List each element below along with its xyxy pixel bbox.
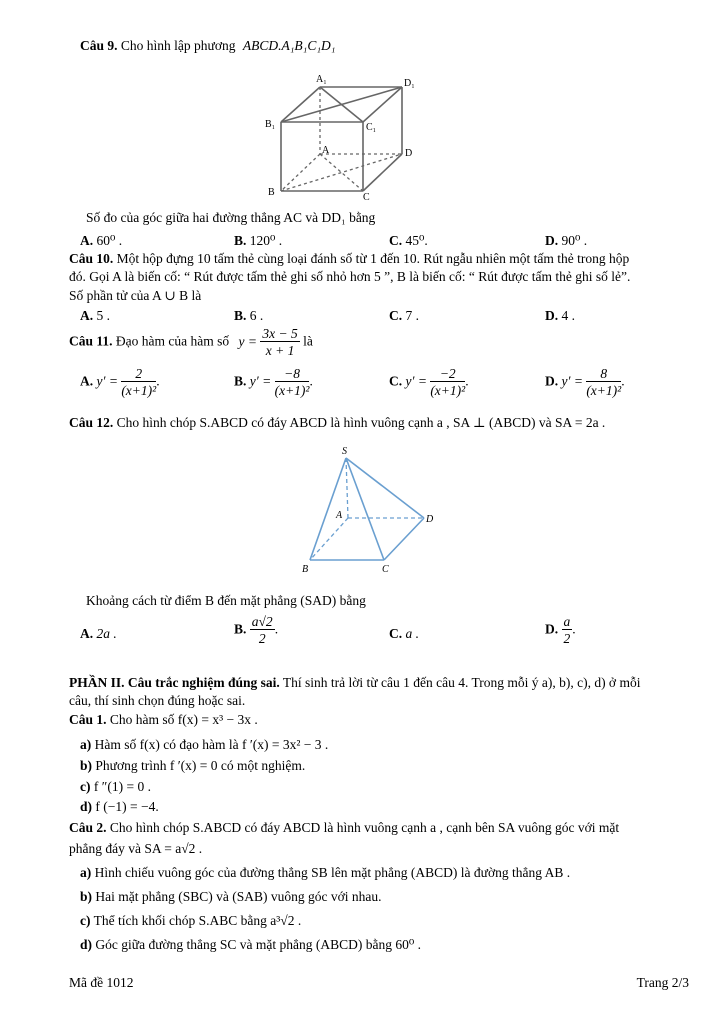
q10-option-a: A. 5 . xyxy=(80,308,110,323)
q11-option-a: A. y′ = $\frac{2}{\text{(x+1)²}}$ . xyxy=(80,366,160,398)
q9-header xyxy=(80,38,336,54)
q12-option-a: A. 2a . xyxy=(80,626,117,641)
cube-label-c1: C₁ xyxy=(366,122,377,133)
footer-page-number: Trang 2/3 xyxy=(636,975,689,990)
q12-option-c: C. a . xyxy=(389,626,419,641)
q11-option-d: D. y′ = $\frac{8}{\text{(x+1)²}}$ . xyxy=(545,366,625,398)
pyramid-label-s: S xyxy=(342,446,347,457)
cube-label-d: D xyxy=(405,148,413,159)
p2q1-item-a: a) Hàm số f(x) có đạo hàm là f ′(x) = 3x² − 3 . xyxy=(80,737,329,752)
p2q2-item-d: d) Góc giữa đường thẳng SC và mặt phẳng (ABCD) bằng 60⁰ . xyxy=(80,937,422,952)
pyramid-label-a: A xyxy=(336,510,343,521)
p2q1-item-d: d) f (−1) = −4. xyxy=(80,799,159,814)
p2q1-item-b: b) Phương trình f ′(x) = 0 có một nghiệm. xyxy=(80,758,306,773)
q9-option-d: D. 90⁰ . xyxy=(545,233,588,248)
q10-label: Câu 10. xyxy=(69,251,114,266)
q9-option-b: B. 120⁰ . xyxy=(234,233,283,248)
q12-label: Câu 12. xyxy=(69,415,114,430)
p2q2-item-b: b) Hai mặt phẳng (SBC) và (SAB) vuông góc với nhau. xyxy=(80,889,382,904)
p2q1-item-c: c) f ″(1) = 0 . xyxy=(80,779,151,794)
q9-option-c: C. 45⁰. xyxy=(389,233,428,248)
cube-label-b: B xyxy=(268,187,275,198)
q12-line: Câu 12. Cho hình chóp S.ABCD có đáy ABCD là hình vuông cạnh a , SA ⊥ (ABCD) và SA = 2a . xyxy=(69,415,606,430)
pyramid-label-d: D xyxy=(426,514,434,525)
q10-line1: Câu 10. Một hộp đựng 10 tấm thẻ cùng loại đánh số từ 1 đến 10. Rút ngẫu nhiên một tấm thẻ trong hộp xyxy=(69,251,630,266)
q11-label: Câu 11. xyxy=(69,333,113,349)
q11-option-b: B. y′ = $\frac{-8}{\text{(x+1)²}}$ . xyxy=(234,366,313,398)
p2q2-label: Câu 2. xyxy=(69,820,107,835)
p2q2-line1: Câu 2. Cho hình chóp S.ABCD có đáy ABCD là hình vuông cạnh a , cạnh bên SA vuông góc với mặt xyxy=(69,820,620,835)
q12-option-b: B. $\frac{a√2}{2}$ . xyxy=(234,614,279,646)
cube-label-b1: B₁ xyxy=(265,119,276,130)
q10-option-c: C. 7 . xyxy=(389,308,419,323)
q9-label: Câu 9. xyxy=(80,38,118,53)
q10-line3: Số phần tử của A ∪ B là xyxy=(69,288,202,303)
q12-option-d: D. $\frac{a}{2}$ . xyxy=(545,614,576,646)
p2q1-line: Câu 1. Cho hàm số f(x) = x³ − 3x . xyxy=(69,712,258,727)
q9-option-a: A. 60⁰ . xyxy=(80,233,123,248)
part2-title: PHẦN II. Câu trắc nghiệm đúng sai. xyxy=(69,675,280,690)
part2-intro-line2: câu, thí sinh chọn đúng hoặc sai. xyxy=(69,693,246,708)
cube-label-a: A xyxy=(322,145,330,156)
cube-label-c: C xyxy=(363,192,370,200)
p2q2-item-c: c) Thể tích khối chóp S.ABC bằng a³√2 . xyxy=(80,913,302,928)
pyramid-figure xyxy=(296,442,442,576)
pyramid-label-b: B xyxy=(302,564,309,575)
q11-option-c: C. y′ = $\frac{-2}{\text{(x+1)²}}$ . xyxy=(389,366,469,398)
cube-label-a1: A₁ xyxy=(316,74,327,85)
pyramid-label-c: C xyxy=(382,564,389,575)
q11-line: Câu 11. Đạo hàm của hàm số y = $\frac{3x - 5}{x + 1}$ là xyxy=(69,326,313,358)
cube-figure xyxy=(262,70,422,200)
q11-function-fraction: $\frac{3x - 5}{x + 1}$ xyxy=(262,326,298,358)
q9-cube: ABCD.A₁B₁C₁D₁ xyxy=(242,38,336,53)
q9-text: Cho hình lập phương xyxy=(120,38,236,53)
footer-exam-code: Mã đề 1012 xyxy=(69,975,134,990)
cube-label-d1: D₁ xyxy=(404,78,415,89)
q12-question: Khoảng cách từ điểm B đến mặt phẳng (SAD) bằng xyxy=(86,593,366,608)
p2q1-label: Câu 1. xyxy=(69,712,107,727)
q9-question: Số đo của góc giữa hai đường thẳng AC và DD₁ bằng xyxy=(86,210,376,225)
part2-intro-line1: PHẦN II. Câu trắc nghiệm đúng sai. Thí sinh trả lời từ câu 1 đến câu 4. Trong mỗi ý a), b), c), d) ở mỗi xyxy=(69,675,641,690)
p2q2-item-a: a) Hình chiếu vuông góc của đường thẳng SB lên mặt phẳng (ABCD) là đường thẳng AB . xyxy=(80,865,571,880)
p2q2-line2: phẳng đáy và SA = a√2 . xyxy=(69,841,203,856)
q10-option-d: D. 4 . xyxy=(545,308,575,323)
q10-option-b: B. 6 . xyxy=(234,308,264,323)
q10-line2: đó. Gọi A là biến cố: “ Rút được tấm thẻ ghi số nhỏ hơn 5 ”, B là biến cố: “ Rút được tấm thẻ ghi số lẻ”. xyxy=(69,269,631,284)
